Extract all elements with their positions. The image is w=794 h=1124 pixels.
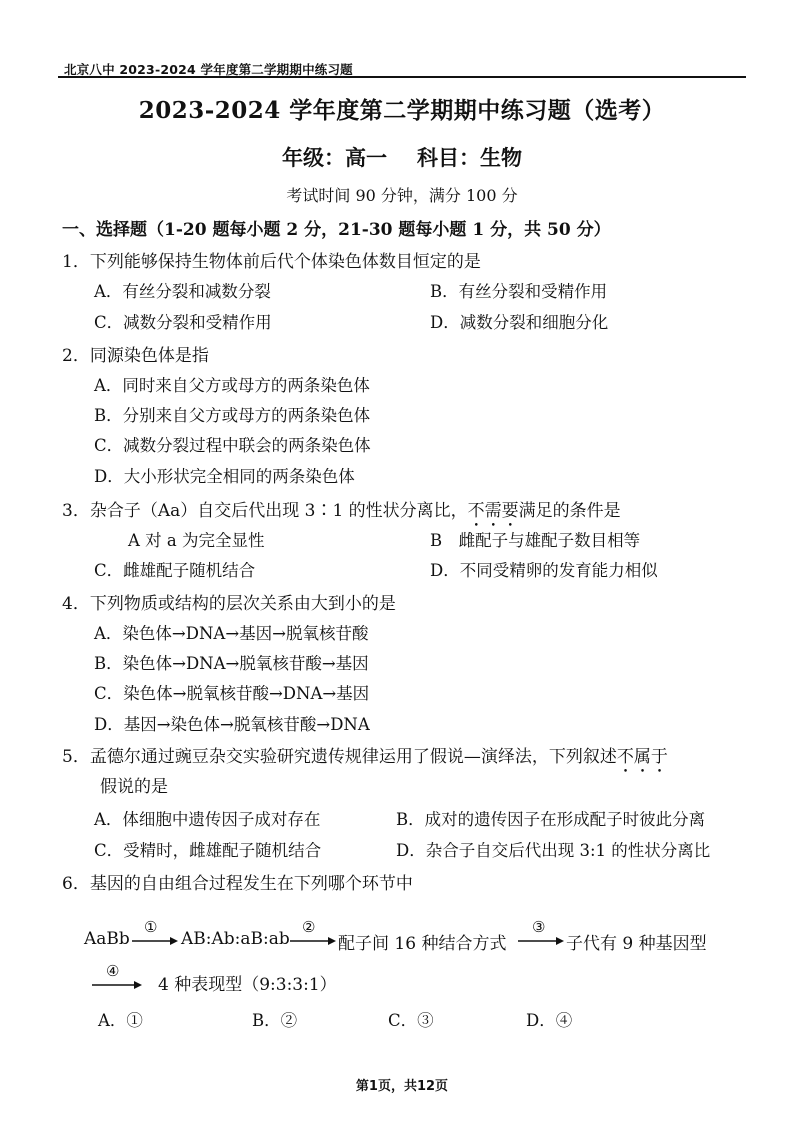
question-6-option-d: D．④ <box>526 1011 573 1030</box>
question-3-option-a: A 对 a 为完全显性 <box>128 531 265 550</box>
question-1-stem: 1．下列能够保持生物体前后代个体染色体数目恒定的是 <box>62 252 481 272</box>
question-3-stem-text: 3．杂合子（Aa）自交后代出现 3∶1 的性状分离比， <box>62 501 468 521</box>
question-1-option-d: D．减数分裂和细胞分化 <box>430 313 609 332</box>
question-4-option-c: C．染色体→脱氧核苷酸→DNA→基因 <box>94 684 370 703</box>
flow-arrow-3 <box>518 918 564 952</box>
question-2-stem: 2．同源染色体是指 <box>62 346 209 366</box>
question-5-option-a: A．体细胞中遗传因子成对存在 <box>94 810 321 829</box>
question-5-option-d: D．杂合子自交后代出现 3:1 的性状分离比 <box>396 841 711 860</box>
flow-aabb: AaBb <box>84 929 130 949</box>
arrow-right-icon <box>518 936 564 946</box>
flow-genotypes: 子代有 9 种基因型 <box>566 934 707 954</box>
flow-combinations: 配子间 16 种结合方式 <box>338 934 507 954</box>
question-5-stem-line2: 假说的是 <box>100 777 168 797</box>
question-1-option-c: C．减数分裂和受精作用 <box>94 313 272 332</box>
question-6-option-b: B．② <box>252 1011 298 1030</box>
question-3-option-c: C．雌雄配子随机结合 <box>94 561 256 580</box>
question-2-option-c: C．减数分裂过程中联会的两条染色体 <box>94 436 371 455</box>
question-2-option-d: D．大小形状完全相同的两条染色体 <box>94 467 355 486</box>
question-4-option-d: D．基因→染色体→脱氧核苷酸→DNA <box>94 715 370 734</box>
question-3-stem <box>62 496 621 531</box>
flow-step-4-label: ④ <box>106 962 120 980</box>
flow-arrow-4 <box>92 962 142 996</box>
arrow-right-icon <box>132 936 178 946</box>
question-2-option-b: B．分别来自父方或母方的两条染色体 <box>94 406 371 425</box>
flow-arrow-1 <box>132 918 178 952</box>
flow-step-2-label: ② <box>302 918 316 936</box>
question-6-option-a: A．① <box>98 1011 143 1030</box>
question-3-option-d: D．不同受精卵的发育能力相似 <box>430 561 658 580</box>
question-5-stem-text: 5．孟德尔通过豌豆杂交实验研究遗传规律运用了假说—演绎法，下列叙述 <box>62 747 617 767</box>
flow-step-1-label: ① <box>144 918 158 936</box>
page-header: 北京八中 2023-2024 学年度第二学期期中练习题 <box>64 62 353 77</box>
flow-gametes: AB:Ab:aB:ab <box>181 929 290 949</box>
question-5-option-b: B．成对的遗传因子在形成配子时彼此分离 <box>396 810 706 829</box>
question-6-stem: 6．基因的自由组合过程发生在下列哪个环节中 <box>62 874 413 894</box>
question-4-option-a: A．染色体→DNA→基因→脱氧核苷酸 <box>94 624 369 643</box>
question-4-option-b: B．染色体→DNA→脱氧核苷酸→基因 <box>94 654 369 673</box>
question-5-emphasis: 不属于 <box>616 747 668 767</box>
flow-phenotypes: 4 种表现型（9:3:3:1） <box>158 975 337 995</box>
question-2-option-a: A．同时来自父方或母方的两条染色体 <box>94 376 370 395</box>
exam-info: 考试时间 90 分钟，满分 100 分 <box>286 186 518 205</box>
question-5-option-c: C．受精时，雌雄配子随机结合 <box>94 841 322 860</box>
question-3-stem-end: 满足的条件是 <box>518 501 621 521</box>
arrow-right-icon <box>92 980 142 990</box>
question-4-stem: 4．下列物质或结构的层次关系由大到小的是 <box>62 594 396 614</box>
question-3-option-b: B 雌配子与雄配子数目相等 <box>430 531 641 550</box>
question-1-option-a: A．有丝分裂和减数分裂 <box>94 282 271 301</box>
question-1-option-b: B．有丝分裂和受精作用 <box>430 282 608 301</box>
question-3-emphasis: 不需要 <box>467 501 519 521</box>
page-number-footer: 第1页，共12页 <box>355 1079 449 1094</box>
arrow-right-icon <box>290 936 336 946</box>
flow-step-3-label: ③ <box>532 918 546 936</box>
header-divider <box>58 76 746 78</box>
flow-arrow-2 <box>290 918 336 952</box>
section-heading: 一、选择题（1-20 题每小题 2 分，21-30 题每小题 1 分，共 50 分） <box>62 220 611 240</box>
grade-subject-line <box>58 142 746 172</box>
subject-label: 科目：生物 <box>417 145 522 170</box>
grade-label: 年级：高一 <box>282 145 387 170</box>
question-6-option-c: C．③ <box>388 1011 434 1030</box>
exam-title: 2023-2024 学年度第二学期期中练习题（选考） <box>138 97 666 124</box>
